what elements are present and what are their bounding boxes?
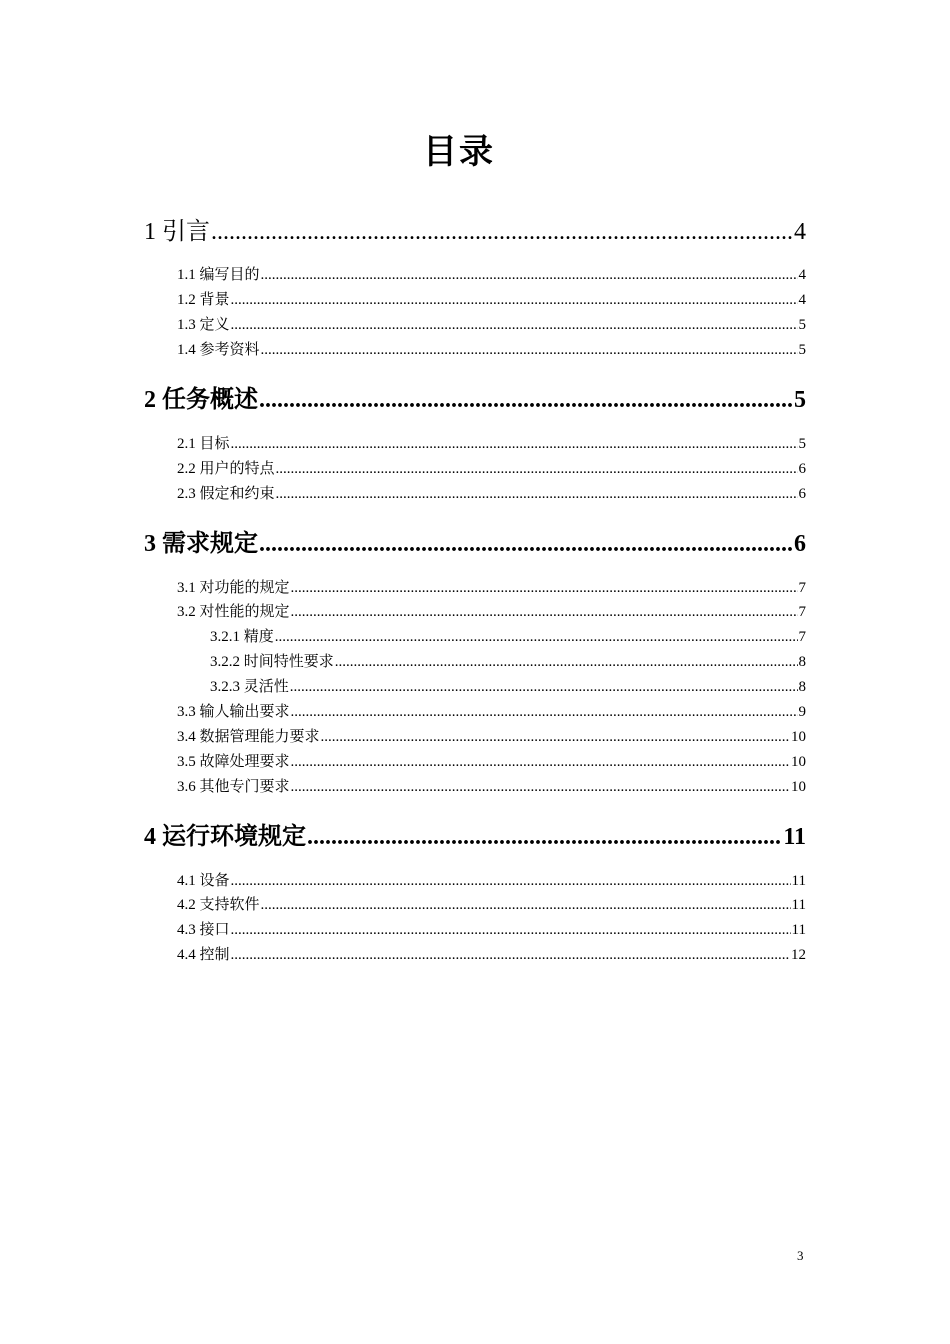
- toc-entry-3-2-1[interactable]: [210, 625, 806, 646]
- toc-page: 5: [794, 387, 806, 413]
- toc-entry-3-4[interactable]: [177, 725, 806, 746]
- toc-entry-4-3[interactable]: [177, 918, 806, 939]
- toc-entry-3-3[interactable]: [177, 700, 806, 721]
- dot-leader: [261, 267, 798, 284]
- toc-label: 3.2.3 灵活性: [210, 679, 289, 695]
- toc-label: 2.2 用户的特点: [177, 461, 275, 477]
- toc-page: 4: [798, 292, 806, 308]
- dot-leader: [291, 779, 790, 796]
- toc-entry-2-2[interactable]: [177, 457, 806, 478]
- toc-label: 3.6 其他专门要求: [177, 779, 290, 795]
- toc-page: 7: [798, 580, 806, 596]
- dot-leader: [231, 947, 790, 964]
- toc-label: 1.4 参考资料: [177, 342, 260, 358]
- toc-entry-2[interactable]: [144, 379, 806, 414]
- page-title: 目录: [423, 134, 495, 171]
- toc-label: 4 运行环境规定: [144, 824, 306, 850]
- toc-label: 1.2 背景: [177, 292, 230, 308]
- toc-page: 7: [798, 604, 806, 620]
- toc-page: 9: [798, 704, 806, 720]
- toc-page: 6: [798, 461, 806, 477]
- dot-leader: [211, 219, 793, 246]
- toc-entry-4-4[interactable]: [177, 943, 806, 964]
- toc-page: 5: [798, 317, 806, 333]
- toc-entry-3-1[interactable]: [177, 576, 806, 597]
- toc-entry-3-2[interactable]: [177, 600, 806, 621]
- dot-leader: [290, 679, 798, 696]
- toc-entry-2-1[interactable]: [177, 432, 806, 453]
- toc-label: 4.2 支持软件: [177, 897, 260, 913]
- toc-page: 8: [798, 654, 806, 670]
- toc-label: 3.2.1 精度: [210, 629, 274, 645]
- dot-leader: [275, 629, 798, 646]
- toc-label: 3 需求规定: [144, 531, 258, 557]
- toc-entry-1-4[interactable]: [177, 338, 806, 359]
- toc-page: 10: [791, 754, 806, 770]
- dot-leader: [276, 461, 798, 478]
- toc-entry-3-6[interactable]: [177, 775, 806, 796]
- toc-label: 3.4 数据管理能力要求: [177, 729, 320, 745]
- toc-page: 4: [798, 267, 806, 283]
- toc-entry-1-3[interactable]: [177, 313, 806, 334]
- toc-entry-3[interactable]: [144, 523, 806, 558]
- toc-page: 7: [798, 629, 806, 645]
- toc-label: 3.1 对功能的规定: [177, 580, 290, 596]
- dot-leader: [291, 754, 790, 771]
- toc-page: 6: [798, 486, 806, 502]
- dot-leader: [231, 292, 798, 309]
- toc-page: 4: [794, 219, 806, 245]
- toc-page: 12: [791, 947, 806, 963]
- toc-page: 11: [791, 897, 806, 913]
- dot-leader: [291, 580, 798, 597]
- toc-entry-4[interactable]: [144, 816, 806, 851]
- dot-leader: [231, 436, 798, 453]
- toc-page: 10: [791, 779, 806, 795]
- toc-label: 3.2 对性能的规定: [177, 604, 290, 620]
- toc-entry-3-2-2[interactable]: [210, 650, 806, 671]
- toc-label: 3.5 故障处理要求: [177, 754, 290, 770]
- footer-page-number: 3: [797, 1248, 804, 1263]
- toc-page: 5: [798, 342, 806, 358]
- toc-label: 1 引言: [144, 219, 210, 245]
- dot-leader: [291, 604, 798, 621]
- toc-label: 3.2.2 时间特性要求: [210, 654, 334, 670]
- toc-entry-3-5[interactable]: [177, 750, 806, 771]
- dot-leader: [259, 387, 793, 414]
- dot-leader: [259, 531, 793, 558]
- toc-entry-2-3[interactable]: [177, 482, 806, 503]
- toc-page: 11: [791, 922, 806, 938]
- toc-label: 4.1 设备: [177, 873, 230, 889]
- toc-label: 2 任务概述: [144, 387, 258, 413]
- toc-label: 3.3 输人输出要求: [177, 704, 290, 720]
- toc-label: 2.3 假定和约束: [177, 486, 275, 502]
- toc-page: 11: [791, 873, 806, 889]
- toc-label: 4.3 接口: [177, 922, 230, 938]
- toc-page: 11: [783, 824, 806, 850]
- toc-entry-1-1[interactable]: [177, 263, 806, 284]
- dot-leader: [276, 486, 798, 503]
- dot-leader: [291, 704, 798, 721]
- dot-leader: [335, 654, 798, 671]
- toc-page: 8: [798, 679, 806, 695]
- toc-page: 6: [794, 531, 806, 557]
- dot-leader: [261, 342, 798, 359]
- toc-label: 2.1 目标: [177, 436, 230, 452]
- toc-entry-4-1[interactable]: [177, 869, 806, 890]
- toc-entry-3-2-3[interactable]: [210, 675, 806, 696]
- toc-label: 1.1 编写目的: [177, 267, 260, 283]
- dot-leader: [231, 873, 791, 890]
- dot-leader: [231, 922, 791, 939]
- toc-label: 4.4 控制: [177, 947, 230, 963]
- toc-page: 10: [791, 729, 806, 745]
- toc-label: 1.3 定义: [177, 317, 230, 333]
- dot-leader: [231, 317, 798, 334]
- dot-leader: [321, 729, 790, 746]
- dot-leader: [307, 824, 782, 851]
- toc-entry-1-2[interactable]: [177, 288, 806, 309]
- toc-page: 5: [798, 436, 806, 452]
- toc-entry-1[interactable]: [144, 211, 806, 246]
- dot-leader: [261, 897, 791, 914]
- toc-entry-4-2[interactable]: [177, 893, 806, 914]
